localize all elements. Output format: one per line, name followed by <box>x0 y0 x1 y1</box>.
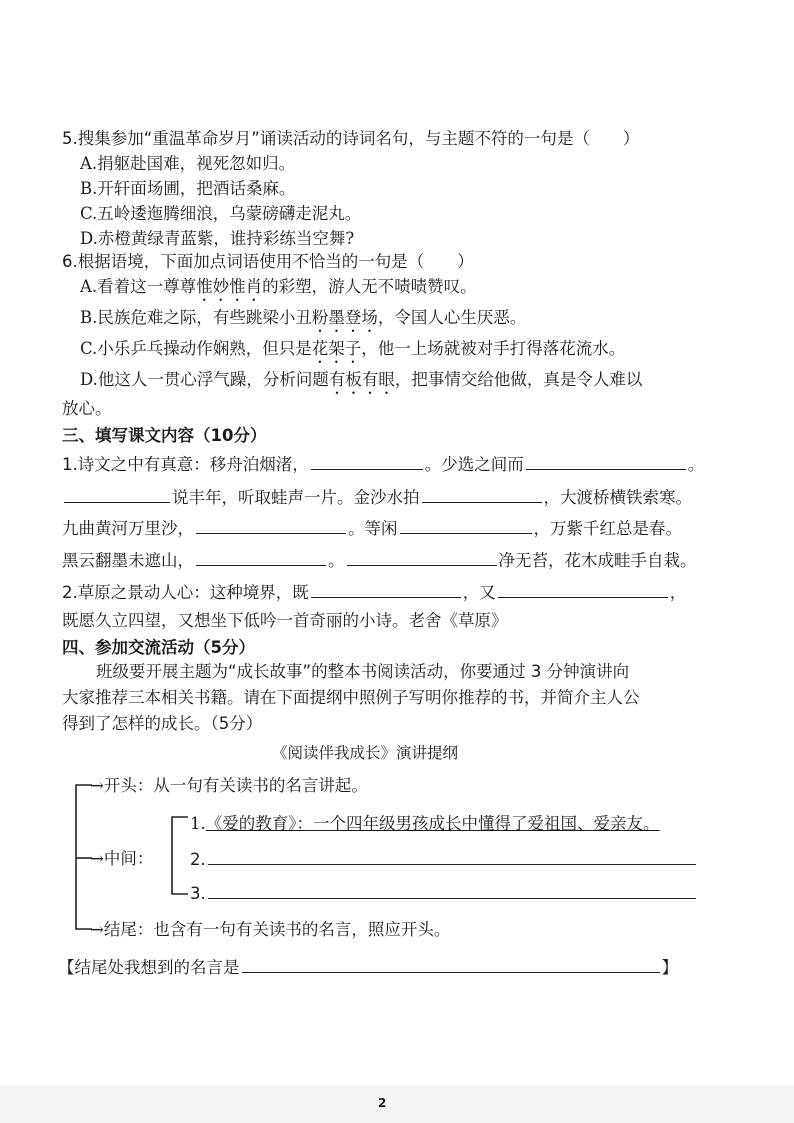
arrow-right-icon: → <box>90 849 104 868</box>
q6-d-dotted: 有板有眼 <box>328 370 395 389</box>
q6-a-post: 的彩塑，游人无不啧啧赞叹。 <box>262 277 477 296</box>
item3-number: 3. <box>190 884 206 903</box>
fill-text-5a: 2.草原之景动人心：这种境界，既 <box>62 583 309 602</box>
answer-blank[interactable] <box>208 848 696 865</box>
section4-title: 四、参加交流活动（5分） <box>62 638 255 657</box>
answer-blank[interactable] <box>208 882 696 899</box>
quote-open-text: 【结尾处我想到的名言是 <box>58 958 240 977</box>
q6-b-dotted: 粉墨登场 <box>311 308 378 327</box>
arrow-right-icon: → <box>90 920 104 939</box>
fill-text-2a: 说丰年，听取蛙声一片。金沙水拍 <box>172 488 420 507</box>
outline-item-3 <box>190 882 698 905</box>
fill-text-1c: 。 <box>687 455 705 474</box>
section3-title: 三、填写课文内容（10分） <box>62 426 267 445</box>
q6-d-post: ，把事情交给他做，真是令人难以 <box>394 370 643 389</box>
item2-number: 2. <box>190 850 206 869</box>
fill-text-1a: 1.诗文之中有真意：移舟泊烟渚， <box>62 455 309 474</box>
item1-description: ：一个四年级男孩成长中懂得了爱祖国、爱亲友。 <box>296 814 660 833</box>
q5-stem: 5.搜集参加“重温革命岁月”诵读活动的诗词名句，与主题不符的一句是（ ） <box>62 129 640 148</box>
fill-line-6: 既愿久立四望，又想坐下低吟一首奇丽的小诗。老舍《草原》 <box>62 611 508 630</box>
outline-start-text: 开头：从一句有关读书的名言讲起。 <box>103 776 368 795</box>
fill-text-2b: ，大渡桥横铁索寒。 <box>543 488 692 507</box>
q6-b-post: ，令国人心生厌恶。 <box>377 308 527 327</box>
fill-text-3c: ，万紫千红总是春。 <box>533 519 682 538</box>
outline-end-text: 结尾：也含有一句有关读书的名言，照应开头。 <box>103 920 451 939</box>
answer-blank[interactable] <box>242 956 660 973</box>
fill-text-4c: 净无苔，花木成畦手自栽。 <box>498 551 697 570</box>
fill-text-3a: 九曲黄河万里沙， <box>62 519 194 538</box>
section4-paragraph-3: 得到了怎样的成长。（5分） <box>62 714 263 733</box>
q6-b-pre: B.民族危难之际，有些跳梁小丑 <box>80 308 312 327</box>
fill-text-5c: ， <box>669 583 687 602</box>
page-number: 2 <box>378 1096 387 1110</box>
footer-band <box>0 1085 794 1123</box>
q5-option-c: C.五岭逶迤腾细浪，乌蒙磅礴走泥丸。 <box>80 204 362 223</box>
q6-c-pre: C.小乐乒乓操动作娴熟，但只是 <box>80 339 312 358</box>
q5-option-b: B.开轩面场圃，把酒话桑麻。 <box>80 179 296 198</box>
q6-option-d-continued: 放心。 <box>62 399 112 418</box>
q5-option-d: D.赤橙黄绿青蓝紫，谁持彩练当空舞? <box>80 229 355 248</box>
section4-paragraph-2: 大家推荐三本相关书籍。请在下面提纲中照例子写明你推荐的书，并简介主人公 <box>62 688 640 707</box>
outline-start <box>90 775 368 797</box>
q5-option-a: A.捐躯赴国难，视死忽如归。 <box>80 154 296 173</box>
q6-c-post: ，他一上场就被对手打得落花流水。 <box>361 339 626 358</box>
outline-middle-label: 中间： <box>103 849 154 868</box>
q6-d-pre: D.他这人一贯心浮气躁，分析问题 <box>80 370 329 389</box>
quote-line <box>58 956 678 979</box>
fill-text-4b: 。 <box>328 551 345 570</box>
outline-middle <box>90 848 153 870</box>
item1-book: 《爱的教育》 <box>205 814 297 833</box>
outline-end <box>90 919 450 941</box>
fill-text-1b: 。少选之间而 <box>424 455 524 474</box>
q6-a-pre: A.看着这一尊尊 <box>80 277 197 296</box>
fill-text-5b: ，又 <box>462 583 496 602</box>
fill-text-4a: 黑云翻墨未遮山， <box>62 551 194 570</box>
outline-item-1 <box>190 813 660 835</box>
outline-title: 《阅读伴我成长》演讲提纲 <box>272 744 459 762</box>
q6-c-dotted: 花架子 <box>311 339 362 358</box>
arrow-right-icon: → <box>90 776 104 795</box>
fill-text-3b: 。等闲 <box>348 519 398 538</box>
inner-bracket <box>172 817 188 894</box>
item1-number: 1. <box>190 814 206 833</box>
outline-item-2 <box>190 848 698 871</box>
section4-paragraph-1: 班级要开展主题为“成长故事”的整本书阅读活动，你要通过 3 分钟演讲向 <box>96 662 630 681</box>
quote-close-bracket: 】 <box>661 958 678 977</box>
q6-a-dotted: 惟妙惟肖 <box>196 277 263 296</box>
q6-stem: 6.根据语境，下面加点词语使用不恰当的一句是（ ） <box>62 252 474 271</box>
